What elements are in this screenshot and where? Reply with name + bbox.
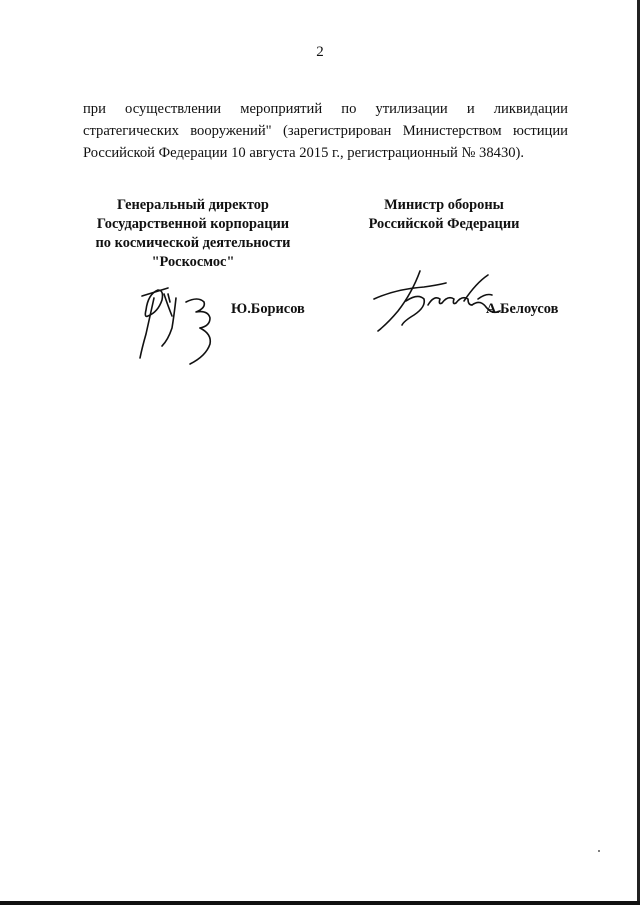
right-signatory-name: А.Белоусов xyxy=(486,301,559,317)
scan-bottom-edge xyxy=(0,901,640,905)
body-line-2 xyxy=(83,120,568,142)
title-line: по космической деятельности xyxy=(95,235,291,251)
right-signatory-title xyxy=(362,196,526,234)
left-handwritten-signature xyxy=(128,276,223,368)
title-line: Российской Федерации xyxy=(368,216,520,232)
scan-speck xyxy=(598,850,600,852)
body-word: (зарегистрирован xyxy=(282,123,392,139)
title-line: Государственной корпорации xyxy=(96,216,290,232)
body-word: юстиции xyxy=(512,123,568,139)
body-word: и xyxy=(466,101,475,117)
body-word: Министерством xyxy=(402,123,502,139)
title-line: "Роскосмос" xyxy=(151,254,235,270)
left-signatory-title xyxy=(78,196,308,272)
body-word: по xyxy=(341,101,357,117)
body-line-1 xyxy=(83,98,568,120)
title-line: Министр обороны xyxy=(384,197,504,213)
body-word: при xyxy=(83,101,106,117)
body-word: мероприятий xyxy=(240,101,323,117)
body-line-3: Российской Федерации 10 августа 2015 г., регистрационный № 38430). xyxy=(83,145,525,161)
left-signatory-name: Ю.Борисов xyxy=(231,301,305,317)
title-line: Генеральный директор xyxy=(117,197,269,213)
page-number: 2 xyxy=(316,44,324,60)
body-word: вооружений" xyxy=(190,123,272,139)
body-word: стратегических xyxy=(83,123,179,139)
body-paragraph xyxy=(83,98,568,164)
body-word: ликвидации xyxy=(493,101,568,117)
body-word: осуществлении xyxy=(125,101,222,117)
body-word: утилизации xyxy=(375,101,448,117)
